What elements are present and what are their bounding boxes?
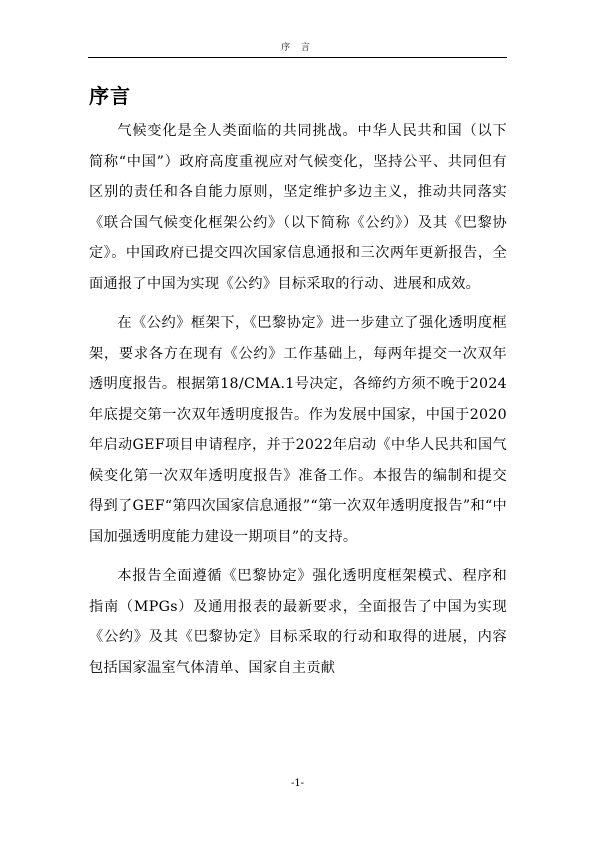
paragraph-1: 气候变化是全人类面临的共同挑战。中华人民共和国（以下简称“中国”）政府高度重视应对气候变化，坚持公平、共同但有区别的责任和各自能力原则，坚定维护多边主义，推动共同落实《联合国气候变化框架公约》（以下简称《公约》）及其《巴黎协定》。中国政府已提交四次国家信息通报和三次两年更新报告，全面通报了中国为实现《公约》目标采取的行动、进展和成效。 (89, 123, 507, 292)
section-title: 序言 (89, 84, 131, 108)
header-rule (88, 57, 507, 58)
paragraph-3: 本报告全面遵循《巴黎协定》强化透明度框架模式、程序和指南（MPGs）及通用报表的最新要求，全面报告了中国为实现《公约》及其《巴黎协定》目标采取的行动和取得的进展，内容包括国家温室气体清单、国家自主贡献 (89, 568, 507, 676)
page-number: -1- (290, 778, 305, 789)
body-text (89, 116, 507, 692)
running-head: 序 言 (281, 43, 314, 53)
paragraph-2: 在《公约》框架下，《巴黎协定》进一步建立了强化透明度框架，要求各方在现有《公约》工作基础上，每两年提交一次双年透明度报告。根据第18/CMA.1号决定，各缔约方须不晚于2024年底提交第一次双年透明度报告。作为发展中国家，中国于2020年启动GEF项目申请程序，并于2022年启动《中华人民共和国气候变化第一次双年透明度报告》准备工作。本报告的编制和提交得到了GEF“第四次国家信息通报”“第一次双年透明度报告”和“中国加强透明度能力建设一期项目”的支持。 (89, 315, 507, 545)
